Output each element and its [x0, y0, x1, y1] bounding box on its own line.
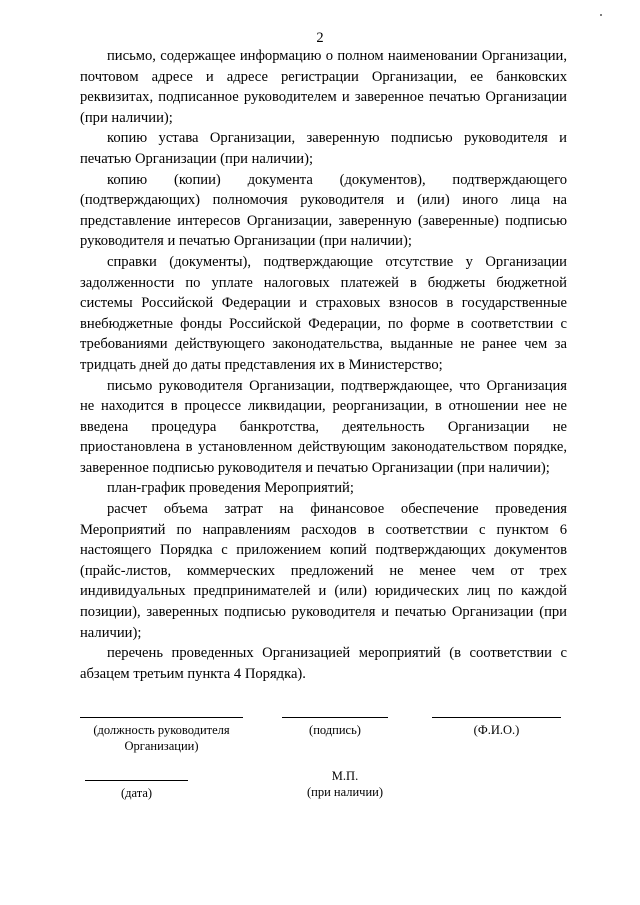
signature-sign-block — [282, 717, 388, 738]
page-number: 2 — [316, 30, 324, 46]
paragraph-charter-copy: копию устава Организации, заверенную подписью руководителя и печатью Организации (при наличии); — [80, 130, 567, 167]
date-line — [85, 780, 188, 781]
date-label: (дата) — [120, 786, 153, 800]
scan-speck — [600, 14, 602, 16]
paragraph-tax-certificates: справки (документы), подтверждающие отсутствие у Организации задолженности по уплате налоговых платежей в бюджеты бюджетной системы Российской Федерации и страховых взносов в государственные внебюджетные фонды Российской Федерации, по форме в соответствии с требованиями действующего законодательства, выданные не ранее чем за тридцать дней до даты представления их в Министерство; — [80, 253, 567, 373]
name-line — [432, 717, 561, 718]
document-body — [80, 46, 567, 684]
paragraph-events-list: перечень проведенных Организацией мероприятий (в соответствии с абзацем третьим пункта 4 Порядка). — [80, 645, 567, 682]
position-label: (должность руководителя Организации) — [93, 723, 230, 753]
sign-line — [282, 717, 388, 718]
signature-position-block — [80, 717, 243, 754]
signature-name-block — [432, 717, 561, 738]
name-label: (Ф.И.О.) — [473, 723, 520, 737]
signature-date-block — [85, 780, 188, 801]
stamp-label: М.П. — [331, 769, 359, 783]
paragraph-authority-copy: копию (копии) документа (документов), подтверждающего (подтверждающих) полномочия руководителя и (или) иного лица на представление интересов Организации, заверенную (заверенные) подписью руководителя и печатью Организации (при наличии); — [80, 171, 567, 250]
paragraph-manager-letter: письмо руководителя Организации, подтверждающее, что Организация не находится в процессе ликвидации, реорганизации, в отношении нее не введена процедура банкротства, деятельность Организации не приостановлена в установленном действующим законодательством порядке, заверенное подписью руководителя и печатью Организации (при наличии); — [80, 377, 567, 476]
paragraph-cost-calculation: расчет объема затрат на финансовое обеспечение проведения Мероприятий по направлениям расходов в соответствии с пунктом 6 настоящего Порядка с приложением копий подтверждающих документов (прайс-листов, коммерческих предложений не менее чем от трех индивидуальных предпринимателей и (или) юридических лиц по каждой позиции), заверенных подписью руководителя и печатью Организации (при наличии); — [80, 501, 567, 641]
stamp-note: (при наличии) — [306, 785, 384, 799]
paragraph-schedule: план-график проведения Мероприятий; — [107, 480, 354, 497]
paragraph-letter-info: письмо, содержащее информацию о полном наименовании Организации, почтовом адресе и адресе регистрации Организации, ее банковских реквизитах, подписанное руководителем и заверенное печатью Организации (при наличии); — [80, 48, 567, 126]
stamp-block — [292, 768, 398, 800]
signature-label: (подпись) — [309, 723, 361, 737]
position-line — [80, 717, 243, 718]
